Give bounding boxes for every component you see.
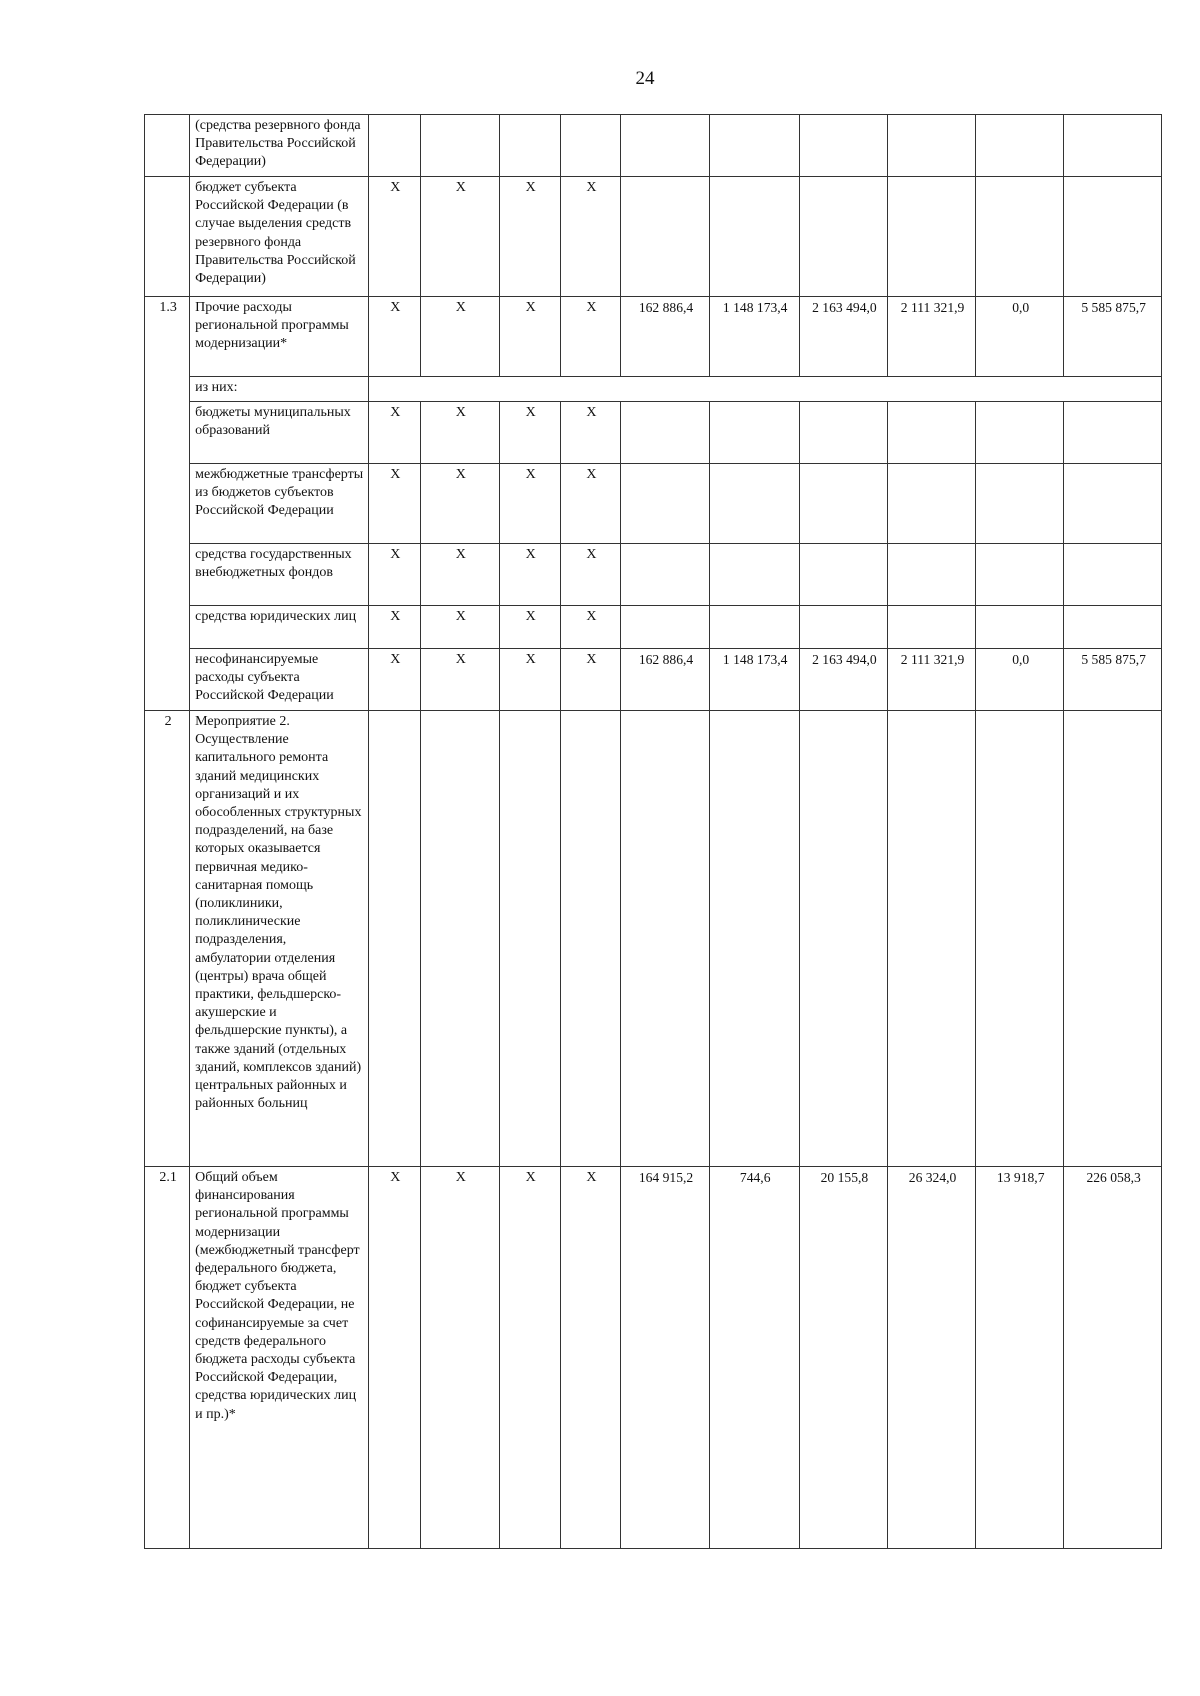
value-cell (976, 464, 1064, 544)
x-mark-cell: Х (421, 297, 500, 377)
x-mark-cell: Х (421, 649, 500, 711)
x-mark-cell: Х (499, 649, 560, 711)
x-mark-cell: Х (368, 606, 420, 649)
value-cell: 2 163 494,0 (799, 297, 887, 377)
x-mark-cell: Х (499, 1167, 560, 1549)
value-cell (799, 606, 887, 649)
value-cell (1064, 606, 1162, 649)
table-row (145, 649, 1162, 711)
value-cell (887, 402, 975, 464)
x-mark-cell: Х (421, 177, 500, 297)
table-row (145, 297, 1162, 377)
value-cell (1064, 115, 1162, 177)
value-cell (799, 177, 887, 297)
x-mark-cell: Х (499, 177, 560, 297)
page-number: 24 (635, 68, 655, 89)
x-mark-cell: Х (368, 177, 420, 297)
value-cell (976, 606, 1064, 649)
value-cell (799, 544, 887, 606)
row-number-cell (145, 177, 190, 297)
value-cell (887, 115, 975, 177)
value-cell (709, 177, 799, 297)
row-number-cell: 2 (145, 711, 190, 1167)
value-cell: 0,0 (976, 297, 1064, 377)
x-mark-cell: Х (560, 544, 621, 606)
value-cell: 2 163 494,0 (799, 649, 887, 711)
table-row (145, 1167, 1162, 1549)
value-cell (621, 177, 709, 297)
x-mark-cell: Х (421, 1167, 500, 1549)
x-mark-cell: Х (368, 1167, 420, 1549)
value-cell: 0,0 (976, 649, 1064, 711)
value-cell (976, 115, 1064, 177)
row-description: Прочие расходы региональной программы модернизации* (190, 297, 368, 377)
x-mark-cell: Х (368, 544, 420, 606)
value-cell (887, 711, 975, 1167)
row-description: несофинансируемые расходы субъекта Российской Федерации (190, 649, 368, 711)
value-cell (799, 464, 887, 544)
x-mark-cell: Х (421, 464, 500, 544)
value-cell: 164 915,2 (621, 1167, 709, 1549)
x-mark-cell: Х (499, 297, 560, 377)
value-cell (1064, 464, 1162, 544)
table-row (145, 464, 1162, 544)
table-row (145, 606, 1162, 649)
row-number-cell: 2.1 (145, 1167, 190, 1549)
value-cell (887, 464, 975, 544)
row-number-cell: 1.3 (145, 297, 190, 711)
value-cell (799, 402, 887, 464)
x-mark-cell: Х (560, 402, 621, 464)
value-cell (621, 606, 709, 649)
value-cell (709, 711, 799, 1167)
value-cell: 2 111 321,9 (887, 649, 975, 711)
table-row (145, 115, 1162, 177)
value-cell: 162 886,4 (621, 297, 709, 377)
x-mark-cell: Х (560, 649, 621, 711)
x-mark-cell: Х (499, 402, 560, 464)
x-mark-cell: Х (368, 649, 420, 711)
value-cell (621, 711, 709, 1167)
merged-empty-cell (368, 377, 1161, 402)
row-description: бюджет субъекта Российской Федерации (в случае выделения средств резервного фонда Правительства Российской Федерации) (190, 177, 368, 297)
row-description: бюджеты муниципальных образований (190, 402, 368, 464)
value-cell (887, 544, 975, 606)
x-mark-cell: Х (499, 464, 560, 544)
value-cell: 744,6 (709, 1167, 799, 1549)
x-mark-cell: Х (560, 464, 621, 544)
x-mark-cell: Х (421, 606, 500, 649)
value-cell (1064, 544, 1162, 606)
value-cell: 162 886,4 (621, 649, 709, 711)
row-description: Мероприятие 2. Осуществление капитального ремонта зданий медицинских организаций и их обособленных структурных подразделений, на базе которых оказывается первичная медико-санитарная помощь (поликлиники, поликлинические подразделения, амбулатории отделения (центры) врача общей практики, фельдшерско-акушерские и фельдшерские пункты), а также зданий (отдельных зданий, комплексов зданий) центральных районных и районных больниц (190, 711, 368, 1167)
x-mark-cell: Х (499, 606, 560, 649)
x-mark-cell: Х (368, 464, 420, 544)
row-description: (средства резервного фонда Правительства Российской Федерации) (190, 115, 368, 177)
table-row (145, 711, 1162, 1167)
row-description: из них: (190, 377, 368, 402)
value-cell (709, 464, 799, 544)
value-cell (887, 606, 975, 649)
table-row (145, 402, 1162, 464)
table-row (145, 377, 1162, 402)
value-cell (1064, 711, 1162, 1167)
value-cell (621, 464, 709, 544)
value-cell (1064, 177, 1162, 297)
value-cell (976, 177, 1064, 297)
value-cell: 26 324,0 (887, 1167, 975, 1549)
x-mark-cell: Х (368, 402, 420, 464)
value-cell: 1 148 173,4 (709, 297, 799, 377)
x-mark-cell (499, 115, 560, 177)
value-cell (621, 402, 709, 464)
value-cell (976, 402, 1064, 464)
table-row (145, 177, 1162, 297)
x-mark-cell: Х (560, 297, 621, 377)
row-description: средства государственных внебюджетных фондов (190, 544, 368, 606)
value-cell (709, 115, 799, 177)
row-description: средства юридических лиц (190, 606, 368, 649)
value-cell: 20 155,8 (799, 1167, 887, 1549)
x-mark-cell (560, 711, 621, 1167)
value-cell: 226 058,3 (1064, 1167, 1162, 1549)
financing-table (144, 114, 1162, 1549)
value-cell (709, 544, 799, 606)
value-cell (621, 115, 709, 177)
value-cell (976, 544, 1064, 606)
value-cell: 5 585 875,7 (1064, 297, 1162, 377)
value-cell: 2 111 321,9 (887, 297, 975, 377)
x-mark-cell (560, 115, 621, 177)
value-cell: 13 918,7 (976, 1167, 1064, 1549)
x-mark-cell: Х (421, 402, 500, 464)
value-cell (799, 115, 887, 177)
value-cell: 5 585 875,7 (1064, 649, 1162, 711)
value-cell (976, 711, 1064, 1167)
x-mark-cell (368, 711, 420, 1167)
row-description: Общий объем финансирования региональной программы модернизации (межбюджетный трансферт федерального бюджета, бюджет субъекта Российской Федерации, не софинансируемые за счет средств федерального бюджета расходы субъекта Российской Федерации, средства юридических лиц и пр.)* (190, 1167, 368, 1549)
value-cell: 1 148 173,4 (709, 649, 799, 711)
x-mark-cell: Х (499, 544, 560, 606)
x-mark-cell: Х (560, 177, 621, 297)
value-cell (799, 711, 887, 1167)
x-mark-cell: Х (560, 606, 621, 649)
x-mark-cell (421, 115, 500, 177)
value-cell (709, 402, 799, 464)
x-mark-cell: Х (560, 1167, 621, 1549)
value-cell (709, 606, 799, 649)
row-description: межбюджетные трансферты из бюджетов субъектов Российской Федерации (190, 464, 368, 544)
x-mark-cell (368, 115, 420, 177)
row-number-cell (145, 115, 190, 177)
value-cell (621, 544, 709, 606)
x-mark-cell: Х (421, 544, 500, 606)
value-cell (1064, 402, 1162, 464)
value-cell (887, 177, 975, 297)
x-mark-cell (421, 711, 500, 1167)
table-row (145, 544, 1162, 606)
x-mark-cell (499, 711, 560, 1167)
x-mark-cell: Х (368, 297, 420, 377)
